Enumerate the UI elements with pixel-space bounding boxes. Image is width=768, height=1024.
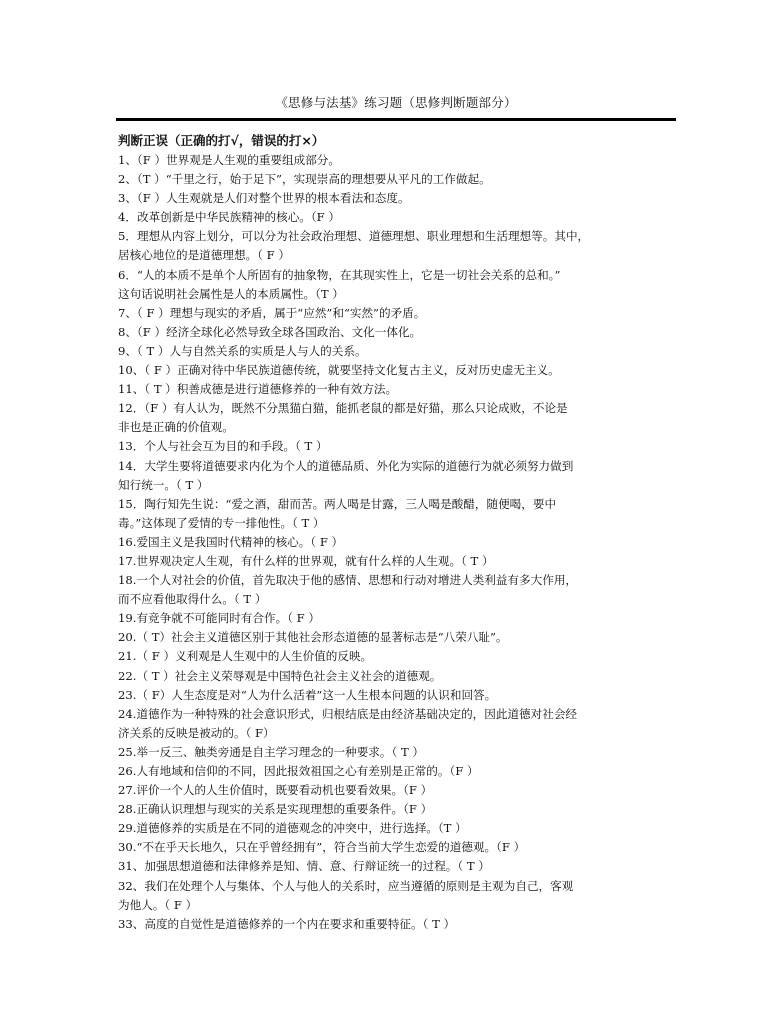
question-line: 居核心地位的是道德理想。（ F ） (118, 248, 290, 263)
question-line: 23.（ F）人生态度是对“人为什么活着”这一人生根本问题的认识和回答。 (118, 687, 497, 702)
question-line: 这句话说明社会属性是人的本质属性。（T ） (118, 286, 344, 301)
question-item (118, 304, 674, 323)
question-line: 19.有竞争就不可能同时有合作。（ F ） (118, 611, 320, 626)
question-line: 2、（T ）“千里之行，始于足下”，实现崇高的理想要从平凡的工作做起。 (118, 172, 491, 187)
question-item (118, 170, 674, 189)
section-heading: 判断正误（正确的打√，错误的打×） (118, 133, 325, 148)
question-line: 25.举一反三、触类旁通是自主学习理念的一种要求。（ T ） (118, 744, 424, 759)
question-item (118, 208, 674, 227)
question-line: 17.世界观决定人生观，有什么样的世界观，就有什么样的人生观。（ T ） (118, 553, 494, 568)
question-item (118, 915, 674, 934)
question-item (118, 647, 674, 666)
question-line: 毒。”这体现了爱情的专一排他性。（ T ） (118, 515, 325, 530)
question-line: 1、（F ）世界观是人生观的重要组成部分。 (118, 153, 340, 167)
question-line: 28.正确认识理想与现实的关系是实现理想的重要条件。（F ） (118, 802, 433, 817)
question-line: 而不应看他取得什么。（ T ） (118, 592, 267, 607)
question-item (118, 571, 674, 609)
question-line: 3、（F ）人生观就是人们对整个世界的根本看法和态度。 (118, 191, 410, 206)
question-line: 10、（ F ）正确对待中华民族道德传统，就要坚持文化复古主义，反对历史虚无主义。 (118, 363, 560, 378)
question-item (118, 628, 674, 647)
question-line: 18.一个人对社会的价值，首先取决于他的感情、思想和行动对增进人类利益有多大作用， (118, 573, 578, 588)
question-item (118, 457, 674, 495)
question-line: 知行统一。（ T ） (118, 477, 209, 492)
question-line: 20.（ T）社会主义道德区别于其他社会形态道德的显著标志是“八荣八耻”。 (118, 630, 508, 645)
question-line: 14．大学生要将道德要求内化为个人的道德品质、外化为实际的道德行为就必须努力做到 (118, 458, 574, 473)
question-line: 7、（ F ）理想与现实的矛盾，属于“应然”和“实然”的矛盾。 (118, 305, 426, 320)
question-line: 12．（F ）有人认为，既然不分黑猫白猫，能抓老鼠的都是好猫，那么只论成败，不论是 (118, 401, 568, 416)
question-item (118, 495, 674, 533)
question-item (118, 781, 674, 800)
question-line: 4．改革创新是中华民族精神的核心。（F ） (118, 210, 340, 225)
question-line: 27.评价一个人的人生价值时，既要看动机也要看效果。（F ） (118, 783, 433, 798)
question-item (118, 743, 674, 762)
question-line: 15．陶行知先生说：“爱之酒，甜而苦。两人喝是甘露，三人喝是酸醋，随便喝，要中 (118, 496, 557, 511)
question-line: 济关系的反映是被动的。（ F） (118, 725, 275, 740)
question-line: 11、（ T ）积善成德是进行道德修养的一种有效方法。 (118, 382, 398, 397)
question-item (118, 437, 674, 456)
question-item (118, 227, 674, 265)
question-item (118, 323, 674, 342)
question-line: 29.道德修养的实质是在不同的道德观念的冲突中，进行选择。（T ） (118, 821, 467, 836)
question-item (118, 266, 674, 304)
question-line: 6．“人的本质不是单个人所固有的抽象物，在其现实性上，它是一切社会关系的总和。” (118, 267, 561, 282)
question-line: 31、加强思想道德和法律修养是知、情、意、行辩证统一的过程。（ T ） (118, 859, 490, 874)
question-item (118, 800, 674, 819)
question-line: 9、（ T ）人与自然关系的实质是人与人的关系。 (118, 343, 367, 358)
question-item (118, 705, 674, 743)
question-item (118, 762, 674, 781)
question-item (118, 380, 674, 399)
question-item (118, 189, 674, 208)
question-line: 8、（F ）经济全球化必然导致全球各国政治、文化一体化。 (118, 324, 422, 339)
question-line: 5．理想从内容上划分，可以分为社会政治理想、道德理想、职业理想和生活理想等。其中， (118, 229, 590, 244)
question-item (118, 857, 674, 876)
question-line: 16.爱国主义是我国时代精神的核心。（ F ） (118, 534, 344, 549)
question-item (118, 533, 674, 552)
question-line: 21.（ F ）义利观是人生观中的人生价值的反映。 (118, 649, 373, 664)
question-list (118, 151, 674, 934)
question-line: 24.道德作为一种特殊的社会意识形式，归根结底是由经济基础决定的，因此道德对社会经 (118, 706, 578, 721)
question-line: 32、我们在处理个人与集体、个人与他人的关系时，应当遵循的原则是主观为自己，客观 (118, 878, 574, 893)
question-line: 26.人有地域和信仰的不同，因此报效祖国之心有差别是正常的。（F ） (118, 764, 479, 778)
question-line: 33、高度的自觉性是道德修养的一个内在要求和重要特征。（ T ） (118, 916, 456, 931)
question-item (118, 151, 674, 170)
question-line: 30.“不在乎天长地久，只在乎曾经拥有”，符合当前大学生恋爱的道德观。（F ） (118, 840, 526, 855)
question-item (118, 819, 674, 838)
title-divider (116, 118, 676, 121)
question-line: 13．个人与社会互为目的和手段。（ T ） (118, 439, 328, 454)
document-title: 《思修与法基》练习题（思修判断题部分） (275, 95, 517, 110)
question-item (118, 342, 674, 361)
question-item (118, 552, 674, 571)
question-item (118, 361, 674, 380)
question-item (118, 609, 674, 628)
question-item (118, 686, 674, 705)
question-line: 22.（ T ）社会主义荣辱观是中国特色社会主义社会的道德观。 (118, 668, 442, 683)
question-line: 为他人。（ F ） (118, 897, 198, 912)
question-item (118, 667, 674, 686)
question-item (118, 838, 674, 857)
question-item (118, 399, 674, 437)
question-line: 非也是正确的价值观。 (118, 420, 234, 435)
question-item (118, 877, 674, 915)
